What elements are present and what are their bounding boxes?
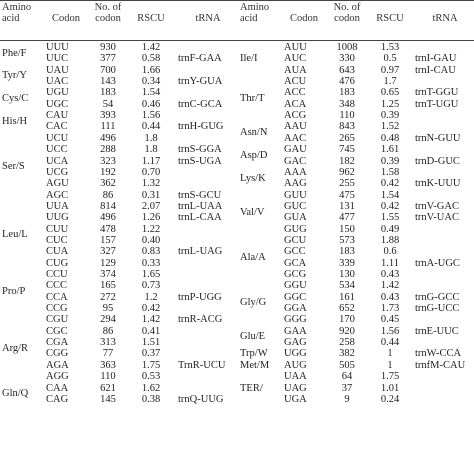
- rscu-cell: 0.45: [380, 314, 400, 326]
- rscu-cell: 1.42: [141, 314, 161, 326]
- codon-count-cell: 1008: [336, 42, 358, 53]
- codon-cell: GUA: [284, 212, 307, 224]
- amino-acid-cell: Lys/K: [240, 172, 266, 184]
- codon-count-cell: 534: [339, 280, 355, 292]
- trna-cell: trnI-GAU: [415, 53, 457, 65]
- rscu-cell: 1: [387, 348, 393, 360]
- codon-cell: GCC: [284, 246, 306, 258]
- codon-count-cell: 477: [339, 212, 355, 224]
- amino-acid-cell: TER/: [240, 382, 263, 394]
- header-count-left: [88, 3, 128, 24]
- rscu-cell: 0.49: [380, 223, 400, 235]
- codon-cell: UUU: [46, 42, 69, 53]
- codon-cell: GGU: [284, 280, 307, 292]
- codon-count-cell: 64: [341, 371, 353, 383]
- codon-cell: UGG: [284, 348, 307, 360]
- codon-cell: UUC: [46, 53, 69, 65]
- header-codon-right: Codon: [289, 13, 318, 24]
- amino-acid-cell: Arg/R: [2, 342, 29, 354]
- codon-cell: GAG: [284, 337, 307, 349]
- rscu-cell: 0.42: [380, 200, 400, 212]
- amino-acid-cell: Ser/S: [2, 161, 25, 173]
- rscu-cell: 1.66: [141, 64, 161, 76]
- codon-count-cell: 95: [102, 303, 114, 315]
- codon-cell: CCA: [46, 291, 68, 303]
- amino-acid-cell: Trp/W: [240, 348, 268, 360]
- trna-cell: trnC-GCA: [178, 98, 223, 110]
- codon-count-cell: 496: [100, 132, 116, 144]
- trna-cell: trnG-GCC: [415, 291, 460, 303]
- codon-count-cell: 920: [339, 325, 355, 337]
- codon-count-cell: 192: [100, 166, 116, 178]
- amino-acid-cell: Ala/A: [240, 251, 266, 263]
- rscu-cell: 0.46: [141, 98, 161, 110]
- rscu-cell: 1.42: [141, 42, 161, 53]
- codon-count-cell: 182: [339, 155, 355, 167]
- codon-count-cell: 165: [100, 280, 116, 292]
- header-amino-acid-left: [2, 3, 42, 24]
- rscu-cell: 1.65: [141, 269, 161, 280]
- header-codon-left: Codon: [51, 13, 80, 24]
- rscu-cell: 1.56: [141, 110, 161, 122]
- rscu-cell: 1.8: [144, 144, 158, 156]
- codon-count-cell: 323: [100, 155, 116, 167]
- rscu-cell: 0.6: [383, 246, 397, 258]
- codon-count-cell: 9: [344, 393, 350, 405]
- codon-cell: AAU: [284, 121, 307, 133]
- codon-count-cell: 110: [100, 371, 116, 383]
- rscu-cell: 0.58: [141, 53, 161, 65]
- codon-cell: GUU: [284, 189, 307, 201]
- codon-cell: CUA: [46, 246, 69, 258]
- codon-cell: AGC: [46, 189, 69, 201]
- codon-count-cell: 643: [339, 64, 355, 76]
- codon-cell: GGC: [284, 291, 307, 303]
- trna-cell: trnT-GGU: [415, 87, 459, 99]
- codon-cell: AAC: [284, 132, 307, 144]
- amino-acid-cell: Asp/D: [240, 149, 268, 161]
- trna-cell: trnR-ACG: [178, 314, 223, 326]
- amino-acid-cell: Glu/E: [240, 331, 266, 343]
- codon-count-cell: 962: [339, 166, 355, 178]
- codon-cell: UCG: [46, 166, 69, 178]
- trna-cell: trnV-GAC: [415, 200, 459, 212]
- amino-acid-cell: Gln/Q: [2, 388, 29, 400]
- rscu-cell: 0.53: [141, 371, 161, 383]
- trna-cell: trnW-CCA: [415, 348, 462, 360]
- codon-cell: UAA: [284, 371, 307, 383]
- rscu-cell: 1.01: [380, 382, 400, 394]
- rscu-cell: 0.42: [141, 303, 161, 315]
- codon-count-cell: 86: [102, 189, 114, 201]
- codon-count-cell: 143: [100, 76, 116, 88]
- codon-cell: UUG: [46, 212, 69, 224]
- rscu-cell: 1.54: [141, 87, 161, 99]
- codon-count-cell: 288: [100, 144, 116, 156]
- trna-cell: trnS-GGA: [178, 144, 222, 156]
- codon-cell: CGC: [46, 325, 68, 337]
- amino-acid-cell: Tyr/Y: [2, 70, 27, 82]
- codon-cell: ACA: [284, 98, 307, 110]
- codon-cell: CAC: [46, 121, 68, 133]
- rscu-cell: 0.43: [380, 269, 400, 280]
- rscu-cell: 0.65: [380, 87, 400, 99]
- rscu-cell: 0.44: [380, 337, 400, 349]
- codon-count-cell: 77: [102, 348, 114, 360]
- codon-count-cell: 478: [100, 223, 116, 235]
- codon-cell: CGA: [46, 337, 69, 349]
- codon-count-cell: 183: [339, 87, 355, 99]
- codon-cell: GCA: [284, 257, 307, 269]
- rscu-cell: 1.54: [380, 189, 400, 201]
- amino-acid-cell: Ile/I: [240, 53, 258, 65]
- codon-count-cell: 374: [100, 269, 116, 280]
- rscu-cell: 1.17: [141, 155, 161, 167]
- rscu-cell: 0.34: [141, 76, 161, 88]
- codon-cell: AUC: [284, 53, 307, 65]
- rscu-cell: 0.40: [141, 234, 161, 246]
- codon-cell: CCG: [46, 303, 68, 315]
- amino-acid-cell: Pro/P: [2, 286, 26, 298]
- codon-cell: CUU: [46, 223, 69, 235]
- codon-cell: CUG: [46, 257, 69, 269]
- rscu-cell: 0.38: [141, 393, 161, 405]
- rscu-cell: 0.48: [380, 132, 400, 144]
- trna-cell: trnN-GUU: [415, 132, 461, 144]
- trna-cell: trnD-GUC: [415, 155, 460, 167]
- rscu-cell: 0.97: [380, 64, 400, 76]
- codon-count-cell: 170: [339, 314, 355, 326]
- codon-cell: UCC: [46, 144, 68, 156]
- header-amino-line1: Amino: [240, 2, 270, 13]
- codon-count-cell: 110: [339, 110, 355, 122]
- codon-count-cell: 183: [339, 246, 355, 258]
- trna-cell: trnF-GAA: [178, 53, 222, 65]
- codon-count-cell: 652: [339, 303, 355, 315]
- rscu-cell: 0.42: [380, 178, 400, 190]
- trna-cell: trnT-UGU: [415, 98, 459, 110]
- rscu-cell: 0.33: [141, 257, 161, 269]
- trna-cell: trnA-UGC: [415, 257, 460, 269]
- codon-count-cell: 362: [100, 178, 116, 190]
- codon-count-cell: 313: [100, 337, 116, 349]
- codon-count-cell: 330: [339, 53, 355, 65]
- codon-cell: GAA: [284, 325, 307, 337]
- rscu-cell: 1.56: [380, 325, 400, 337]
- codon-cell: UGU: [46, 87, 69, 99]
- codon-cell: UCA: [46, 155, 69, 167]
- codon-count-cell: 382: [339, 348, 355, 360]
- codon-count-cell: 157: [100, 234, 116, 246]
- trna-cell: trnE-UUC: [415, 325, 459, 337]
- rscu-cell: 1.61: [380, 144, 400, 156]
- codon-count-cell: 930: [100, 42, 116, 53]
- rscu-cell: 0.41: [141, 325, 161, 337]
- rscu-cell: 0.24: [380, 393, 400, 405]
- codon-count-cell: 37: [341, 382, 353, 394]
- rscu-cell: 1.75: [380, 371, 400, 383]
- codon-cell: UUA: [46, 200, 69, 212]
- rscu-cell: 1.58: [380, 166, 400, 178]
- codon-cell: CGU: [46, 314, 69, 326]
- header-count-line1: No. of: [333, 2, 361, 13]
- codon-count-cell: 111: [100, 121, 116, 133]
- rscu-cell: 1.8: [144, 132, 158, 144]
- codon-cell: CAG: [46, 393, 69, 405]
- rscu-cell: 0.39: [380, 155, 400, 167]
- codon-count-cell: 130: [339, 269, 355, 280]
- rscu-cell: 0.43: [380, 291, 400, 303]
- codon-cell: ACC: [284, 87, 306, 99]
- rscu-cell: 1.32: [141, 178, 161, 190]
- codon-count-cell: 476: [339, 76, 355, 88]
- header-count-line2: codon: [95, 12, 121, 24]
- codon-cell: AUG: [284, 359, 307, 371]
- codon-count-cell: 393: [100, 110, 116, 122]
- codon-count-cell: 161: [339, 291, 355, 303]
- table-header-rule: [0, 40, 474, 41]
- rscu-cell: 1.22: [141, 223, 161, 235]
- rscu-cell: 1.88: [380, 234, 400, 246]
- codon-count-cell: 294: [100, 314, 116, 326]
- codon-count-cell: 475: [339, 189, 355, 201]
- codon-cell: GCU: [284, 234, 307, 246]
- rscu-cell: 0.73: [141, 280, 161, 292]
- amino-acid-cell: Cys/C: [2, 93, 29, 105]
- rscu-cell: 1.25: [380, 98, 400, 110]
- header-count-line2: codon: [334, 12, 360, 24]
- codon-count-cell: 150: [339, 223, 355, 235]
- rscu-cell: 2.07: [141, 200, 161, 212]
- codon-count-cell: 496: [100, 212, 116, 224]
- codon-count-cell: 843: [339, 121, 355, 133]
- rscu-cell: 0.31: [141, 189, 161, 201]
- amino-acid-cell: Val/V: [240, 206, 265, 218]
- codon-cell: GCG: [284, 269, 307, 280]
- rscu-cell: 0.5: [383, 53, 397, 65]
- rscu-cell: 1.62: [141, 382, 161, 394]
- rscu-cell: 1.73: [380, 303, 400, 315]
- trna-cell: trnL-UAA: [178, 200, 223, 212]
- rscu-cell: 1: [387, 359, 393, 371]
- header-rscu-left: RSCU: [137, 13, 165, 24]
- codon-count-cell: 272: [100, 291, 116, 303]
- rscu-cell: 1.75: [141, 359, 161, 371]
- codon-cell: AGG: [46, 371, 69, 383]
- table-top-rule: [0, 0, 474, 1]
- codon-cell: AGA: [46, 359, 69, 371]
- rscu-cell: 0.44: [141, 121, 161, 133]
- header-amino-acid-right: [240, 3, 280, 24]
- trna-cell: trnQ-UUG: [178, 393, 224, 405]
- codon-cell: GAC: [284, 155, 307, 167]
- codon-cell: CAU: [46, 110, 69, 122]
- codon-count-cell: 265: [339, 132, 355, 144]
- codon-count-cell: 621: [100, 382, 116, 394]
- rscu-cell: 1.52: [380, 121, 400, 133]
- trna-cell: trnG-UCC: [415, 303, 460, 315]
- codon-cell: GGA: [284, 303, 307, 315]
- codon-cell: GUG: [284, 223, 307, 235]
- trna-cell: trnL-CAA: [178, 212, 222, 224]
- rscu-cell: 0.39: [380, 110, 400, 122]
- codon-count-cell: 700: [100, 64, 116, 76]
- rscu-cell: 1.51: [141, 337, 161, 349]
- rscu-cell: 1.42: [380, 280, 400, 292]
- codon-cell: AGU: [46, 178, 69, 190]
- codon-count-cell: 129: [100, 257, 116, 269]
- codon-count-cell: 745: [339, 144, 355, 156]
- trna-cell: trnS-GCU: [178, 189, 222, 201]
- codon-cell: CUC: [46, 234, 68, 246]
- codon-cell: UGC: [46, 98, 69, 110]
- header-amino-line1: Amino: [2, 2, 32, 13]
- codon-cell: AUA: [284, 64, 307, 76]
- rscu-cell: 0.37: [141, 348, 161, 360]
- header-trna-right: tRNA: [432, 13, 458, 24]
- codon-cell: CAA: [46, 382, 69, 394]
- codon-count-cell: 86: [102, 325, 114, 337]
- trna-cell: trnI-CAU: [415, 64, 456, 76]
- amino-acid-cell: Gly/G: [240, 297, 267, 309]
- amino-acid-cell: Asn/N: [240, 127, 268, 139]
- rscu-cell: 1.26: [141, 212, 161, 224]
- header-count-line1: No. of: [94, 2, 122, 13]
- codon-count-cell: 145: [100, 393, 116, 405]
- codon-count-cell: 327: [100, 246, 116, 258]
- header-trna-left: tRNA: [195, 13, 221, 24]
- rscu-cell: 1.55: [380, 212, 400, 224]
- header-count-right: [327, 3, 367, 24]
- header-amino-line2: acid: [2, 12, 20, 24]
- codon-cell: UAU: [46, 64, 69, 76]
- rscu-cell: 0.70: [141, 166, 161, 178]
- codon-cell: AAG: [284, 178, 307, 190]
- rscu-cell: 0.83: [141, 246, 161, 258]
- trna-cell: trnK-UUU: [415, 178, 461, 190]
- trna-cell: trnL-UAG: [178, 246, 223, 258]
- header-rscu-right: RSCU: [376, 13, 404, 24]
- codon-count-cell: 573: [339, 234, 355, 246]
- codon-count-cell: 54: [102, 98, 114, 110]
- codon-count-cell: 131: [339, 200, 355, 212]
- codon-cell: UCU: [46, 132, 69, 144]
- trna-cell: trnH-GUG: [178, 121, 224, 133]
- codon-cell: AAA: [284, 166, 307, 178]
- codon-count-cell: 348: [339, 98, 355, 110]
- codon-cell: UAC: [46, 76, 69, 88]
- trna-cell: trnS-UGA: [178, 155, 222, 167]
- codon-cell: CGG: [46, 348, 69, 360]
- codon-cell: GUC: [284, 200, 307, 212]
- codon-count-cell: 363: [100, 359, 116, 371]
- rscu-cell: 1.53: [380, 42, 400, 53]
- codon-count-cell: 377: [100, 53, 116, 65]
- trna-cell: trnY-GUA: [178, 76, 223, 88]
- amino-acid-cell: Phe/F: [2, 47, 27, 59]
- amino-acid-cell: Thr/T: [240, 93, 265, 105]
- codon-count-cell: 258: [339, 337, 355, 349]
- amino-acid-cell: Met/M: [240, 359, 270, 371]
- codon-cell: GAU: [284, 144, 307, 156]
- amino-acid-cell: Leu/L: [2, 229, 28, 241]
- trna-cell: trnfM-CAU: [415, 359, 466, 371]
- trna-cell: trnP-UGG: [178, 291, 222, 303]
- codon-count-cell: 505: [339, 359, 355, 371]
- codon-count-cell: 814: [100, 200, 116, 212]
- rscu-cell: 1.7: [383, 76, 397, 88]
- rscu-cell: 1.11: [381, 257, 399, 269]
- rscu-cell: 1.2: [144, 291, 158, 303]
- codon-cell: CCC: [46, 280, 68, 292]
- trna-cell: TrnR-UCU: [178, 359, 226, 371]
- codon-count-cell: 255: [339, 178, 355, 190]
- header-amino-line2: acid: [240, 12, 258, 24]
- codon-cell: ACG: [284, 110, 307, 122]
- trna-cell: trnV-UAC: [415, 212, 459, 224]
- codon-cell: AUU: [284, 42, 307, 53]
- codon-cell: GGG: [284, 314, 307, 326]
- codon-cell: UGA: [284, 393, 307, 405]
- codon-cell: UAG: [284, 382, 307, 394]
- codon-count-cell: 183: [100, 87, 116, 99]
- amino-acid-cell: His/H: [2, 115, 28, 127]
- codon-cell: CCU: [46, 269, 68, 280]
- codon-cell: ACU: [284, 76, 307, 88]
- codon-count-cell: 339: [339, 257, 355, 269]
